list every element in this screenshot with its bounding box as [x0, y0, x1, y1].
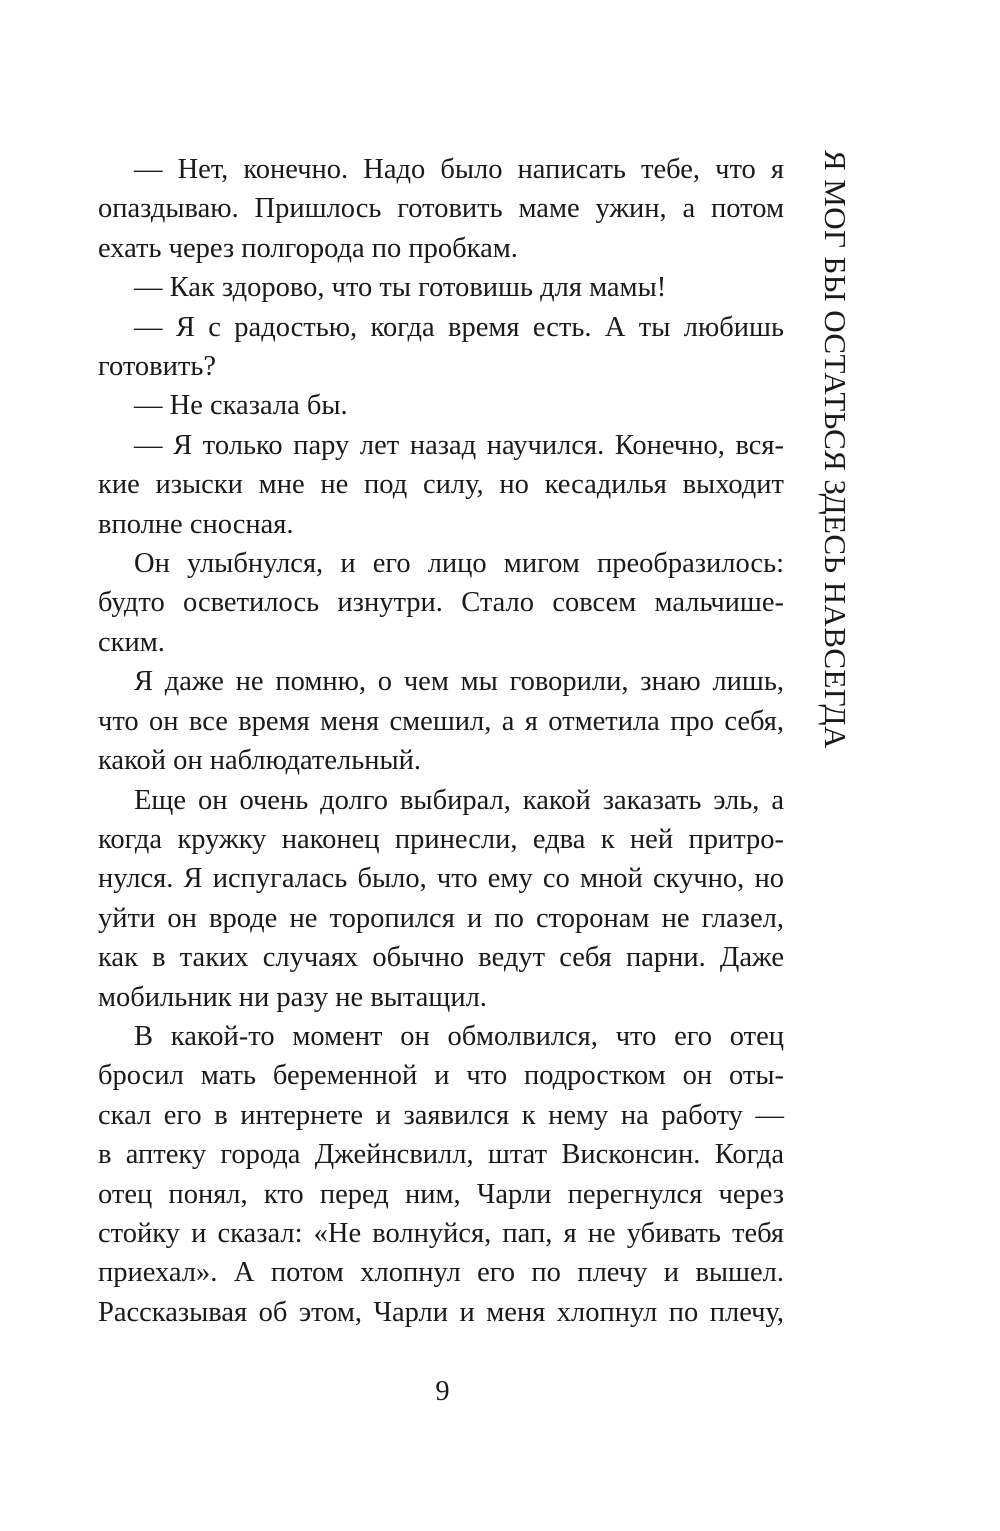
paragraph [98, 268, 784, 307]
text-line: — Я только пару лет назад научился. Конечно, вся- [134, 429, 784, 461]
text-line: кие изыски мне не под силу, но кесадилья выходит [98, 469, 784, 501]
text-line: — Нет, конечно. Надо было написать тебе, что я [134, 154, 784, 185]
text-line: вполне сносная. [98, 508, 294, 540]
paragraph [98, 544, 784, 662]
text-line: бросил мать беременной и что подростком он оты- [98, 1060, 784, 1092]
text-line: когда кружку наконец принесли, едва к ней притро- [98, 823, 784, 855]
text-line: готовить? [98, 351, 216, 383]
text-line: что он все время меня смешил, а я отметила про себя, [98, 705, 784, 737]
text-line: уйти он вроде не торопился и по сторонам не глазел, [98, 902, 784, 934]
text-line: скал его в интернете и заявился к нему на работу — [98, 1099, 784, 1131]
paragraph [98, 426, 784, 544]
page-number: 9 [435, 1376, 450, 1407]
text-line: мобильник ни разу не вытащил. [98, 981, 487, 1013]
text-line: — Я с радостью, когда время есть. А ты любишь [134, 311, 784, 343]
text-line: приехал». А потом хлопнул его по плечу и вышел. [98, 1257, 784, 1289]
paragraph [98, 781, 784, 1017]
text-line: как в таких случаях обычно ведут себя парни. Даже [98, 942, 784, 974]
text-line: нулся. Я испугалась было, что ему со мной скучно, но [98, 863, 784, 895]
text-line: стойку и сказал: «Не волнуйся, пап, я не убивать тебя [98, 1217, 784, 1249]
paragraph [98, 1017, 784, 1332]
paragraph [98, 308, 784, 387]
text-line: Рассказывая об этом, Чарли и меня хлопнул по плечу, [98, 1296, 784, 1328]
text-line: — Не сказала бы. [134, 390, 348, 422]
text-line: ехать через полгорода по пробкам. [98, 232, 518, 264]
text-line: какой он наблюдательный. [98, 745, 421, 777]
text-line: ским. [98, 626, 165, 658]
text-line: в аптеку города Джейнсвилл, штат Висконсин. Когда [98, 1139, 784, 1171]
text-line: Еще он очень долго выбирал, какой заказать эль, а [134, 784, 784, 816]
text-line: В какой-то момент он обмолвился, что его отец [134, 1020, 784, 1052]
running-head: Я МОГ БЫ ОСТАТЬСЯ ЗДЕСЬ НАВСЕГДА [818, 150, 853, 749]
text-line: — Как здорово, что ты готовишь для мамы! [134, 272, 667, 304]
text-line: будто осветилось изнутри. Стало совсем мальчише- [98, 587, 784, 619]
paragraph [98, 386, 784, 425]
paragraph [98, 150, 784, 268]
text-line: Я даже не помню, о чем мы говорили, знаю лишь, [134, 666, 784, 698]
text-line: Он улыбнулся, и его лицо мигом преобразилось: [134, 548, 784, 580]
text-line: отец понял, кто перед ним, Чарли перегнулся через [98, 1178, 784, 1210]
paragraph [98, 662, 784, 780]
text-line: опаздываю. Пришлось готовить маме ужин, а потом [98, 193, 784, 225]
body-text [98, 150, 784, 1332]
